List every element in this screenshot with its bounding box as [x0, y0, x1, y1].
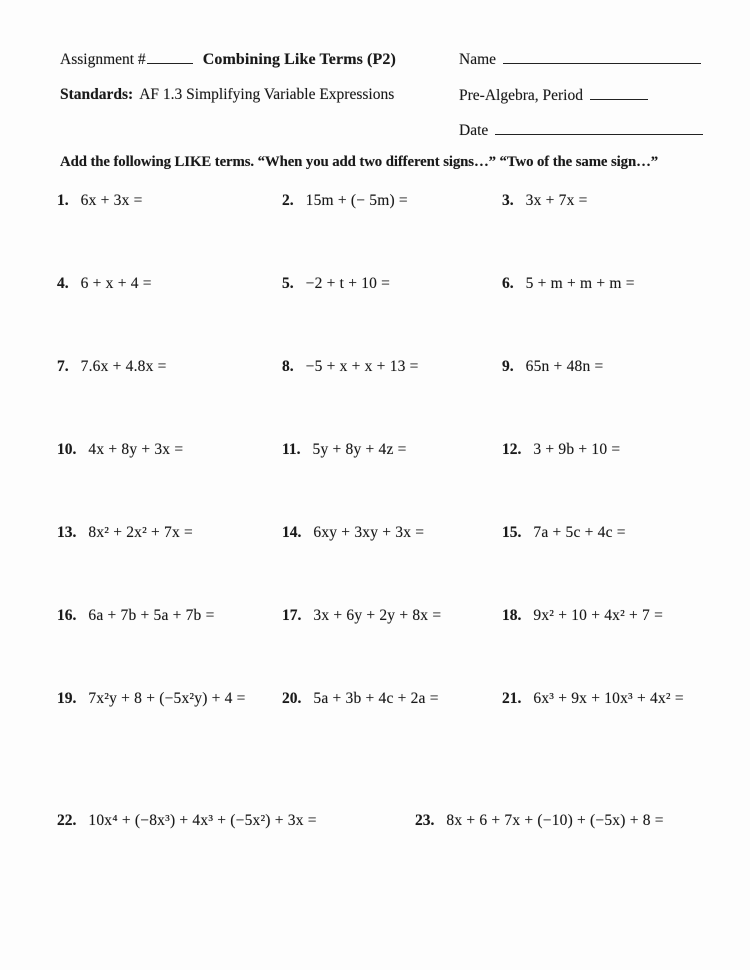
- problem-number: 3.: [502, 192, 514, 209]
- problem-number: 20.: [282, 690, 302, 707]
- problem-number: 22.: [57, 812, 77, 829]
- problem-number: 15.: [502, 524, 522, 541]
- date-label: Date: [459, 122, 489, 139]
- problem-expression: 3 + 9b + 10 =: [533, 441, 621, 458]
- problem-expression: 8x² + 2x² + 7x =: [88, 524, 193, 541]
- problem-expression: 15m + (− 5m) =: [305, 192, 408, 209]
- period-line: [459, 86, 648, 105]
- problem-number: 14.: [282, 524, 302, 541]
- problem-item: [502, 690, 684, 708]
- problem-number: 21.: [502, 690, 522, 707]
- problem-number: 2.: [282, 192, 294, 209]
- problem-expression: 4x + 8y + 3x =: [88, 441, 184, 458]
- problem-item: [282, 275, 390, 293]
- problem-number: 7.: [57, 358, 69, 375]
- standards-label: Standards:: [60, 86, 134, 103]
- problem-number: 17.: [282, 607, 302, 624]
- period-label: Pre-Algebra, Period: [459, 87, 583, 104]
- date-line: [459, 121, 703, 140]
- problem-number: 18.: [502, 607, 522, 624]
- standards-text: AF 1.3 Simplifying Variable Expressions: [139, 86, 395, 103]
- problem-expression: 8x + 6 + 7x + (−10) + (−5x) + 8 =: [446, 812, 664, 829]
- problem-item: [282, 441, 407, 459]
- period-blank: [590, 86, 648, 100]
- problem-item: [282, 607, 441, 625]
- problem-item: [415, 812, 664, 830]
- problem-number: 12.: [502, 441, 522, 458]
- name-label: Name: [459, 51, 497, 68]
- problem-expression: 3x + 7x =: [525, 192, 588, 209]
- problem-expression: 7a + 5c + 4c =: [533, 524, 626, 541]
- problem-expression: 6a + 7b + 5a + 7b =: [88, 607, 215, 624]
- problem-item: [502, 607, 663, 625]
- problem-number: 19.: [57, 690, 77, 707]
- problem-item: [282, 358, 419, 376]
- problem-number: 4.: [57, 275, 69, 292]
- problem-item: [502, 524, 626, 542]
- problem-expression: −2 + t + 10 =: [305, 275, 391, 292]
- problem-expression: 7x²y + 8 + (−5x²y) + 4 =: [88, 690, 246, 707]
- problem-item: [282, 690, 439, 708]
- problem-item: [57, 192, 143, 210]
- problem-number: 11.: [282, 441, 301, 458]
- problem-expression: 3x + 6y + 2y + 8x =: [313, 607, 442, 624]
- problem-number: 1.: [57, 192, 69, 209]
- problem-expression: −5 + x + x + 13 =: [305, 358, 419, 375]
- problem-number: 5.: [282, 275, 294, 292]
- problem-expression: 10x⁴ + (−8x³) + 4x³ + (−5x²) + 3x =: [88, 812, 317, 829]
- problem-item: [502, 441, 620, 459]
- problem-item: [502, 358, 603, 376]
- problem-item: [57, 275, 152, 293]
- problem-number: 8.: [282, 358, 294, 375]
- problem-item: [57, 812, 317, 830]
- problem-number: 10.: [57, 441, 77, 458]
- problem-number: 6.: [502, 275, 514, 292]
- problem-expression: 6x + 3x =: [80, 192, 143, 209]
- problem-number: 23.: [415, 812, 435, 829]
- problem-number: 16.: [57, 607, 77, 624]
- name-blank: [503, 50, 701, 64]
- problem-expression: 6x³ + 9x + 10x³ + 4x² =: [533, 690, 684, 707]
- problem-item: [57, 524, 193, 542]
- problem-item: [282, 524, 424, 542]
- name-line: [459, 50, 701, 69]
- assignment-label: Assignment #: [60, 51, 146, 68]
- problem-expression: 7.6x + 4.8x =: [80, 358, 167, 375]
- problem-number: 9.: [502, 358, 514, 375]
- date-blank: [495, 121, 703, 135]
- problem-expression: 65n + 48n =: [525, 358, 604, 375]
- problem-expression: 9x² + 10 + 4x² + 7 =: [533, 607, 664, 624]
- problem-item: [57, 441, 183, 459]
- instructions-text: Add the following LIKE terms. “When you add two different signs…” “Two of the same sign…”: [60, 154, 659, 170]
- problem-expression: 5 + m + m + m =: [525, 275, 635, 292]
- problem-item: [502, 192, 588, 210]
- worksheet-title: Combining Like Terms (P2): [202, 51, 396, 68]
- assignment-title-line: [60, 50, 396, 69]
- assignment-number-blank: [147, 50, 193, 64]
- problem-item: [57, 607, 215, 625]
- problem-item: [282, 192, 408, 210]
- problem-item: [57, 690, 246, 708]
- problem-expression: 6 + x + 4 =: [80, 275, 152, 292]
- standards-line: [60, 86, 394, 104]
- problem-expression: 5a + 3b + 4c + 2a =: [313, 690, 439, 707]
- problem-item: [502, 275, 635, 293]
- problem-expression: 5y + 8y + 4z =: [312, 441, 407, 458]
- problem-expression: 6xy + 3xy + 3x =: [313, 524, 425, 541]
- problem-number: 13.: [57, 524, 77, 541]
- problem-item: [57, 358, 167, 376]
